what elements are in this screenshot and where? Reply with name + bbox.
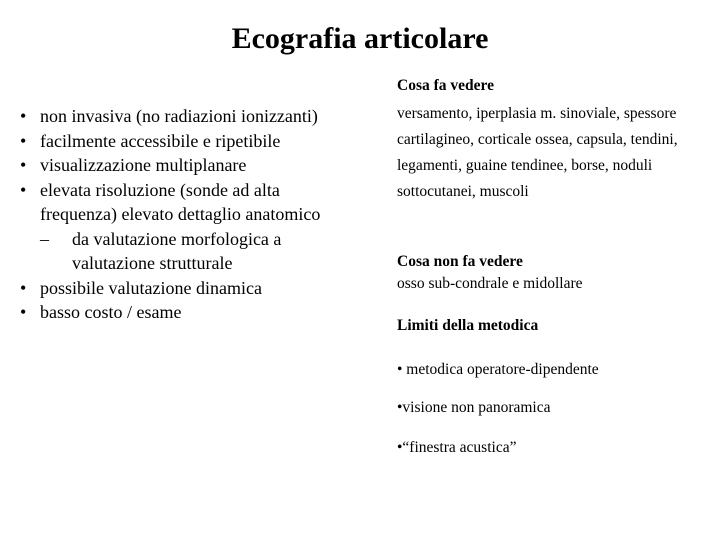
bullet-glyph: • [20, 130, 27, 151]
list-item-text: non invasiva (no radiazioni ionizzanti) [40, 106, 318, 126]
advantages-list [20, 104, 360, 325]
limit-item: •visione non panoramica [397, 399, 551, 416]
not-shows-text: osso sub-condrale e midollare [397, 275, 583, 292]
list-item [20, 300, 360, 325]
bullet-glyph: • [20, 155, 27, 175]
list-item-text: facilmente accessibile e ripetibile [40, 130, 281, 151]
limit-item: •“finestra acustica” [397, 439, 517, 456]
list-item-text: basso costo / esame [40, 302, 182, 322]
list-item [20, 178, 360, 227]
not-shows-heading: Cosa non fa vedere [397, 253, 523, 270]
slide-title: Ecografia articolare [231, 22, 489, 55]
bullet-glyph: • [20, 106, 27, 126]
dash-glyph: – [40, 228, 49, 249]
list-item [20, 153, 360, 178]
list-item-text: visualizzazione multiplanare [40, 155, 247, 175]
list-item [20, 129, 360, 154]
sub-list-item [20, 227, 360, 276]
list-item-text: elevata risoluzione (sonde ad alta frequenza) elevato dettaglio anatomico [40, 179, 321, 224]
bullet-glyph: • [20, 302, 27, 322]
list-item [20, 104, 360, 129]
shows-text: versamento, iperplasia m. sinoviale, spessore cartilagineo, corticale ossea, capsula, tendini, legamenti, guaine tendinee, borse, noduli sottocutanei, muscoli [397, 105, 678, 200]
sub-list-item-text: da valutazione morfologica a valutazione strutturale [72, 228, 282, 273]
bullet-glyph: • [20, 179, 27, 200]
shows-heading: Cosa fa vedere [397, 77, 494, 94]
bullet-glyph: • [20, 277, 27, 298]
list-item [20, 276, 360, 301]
list-item-text: possibile valutazione dinamica [40, 277, 262, 298]
limits-heading: Limiti della metodica [397, 317, 539, 334]
limit-item: • metodica operatore-dipendente [397, 361, 599, 378]
